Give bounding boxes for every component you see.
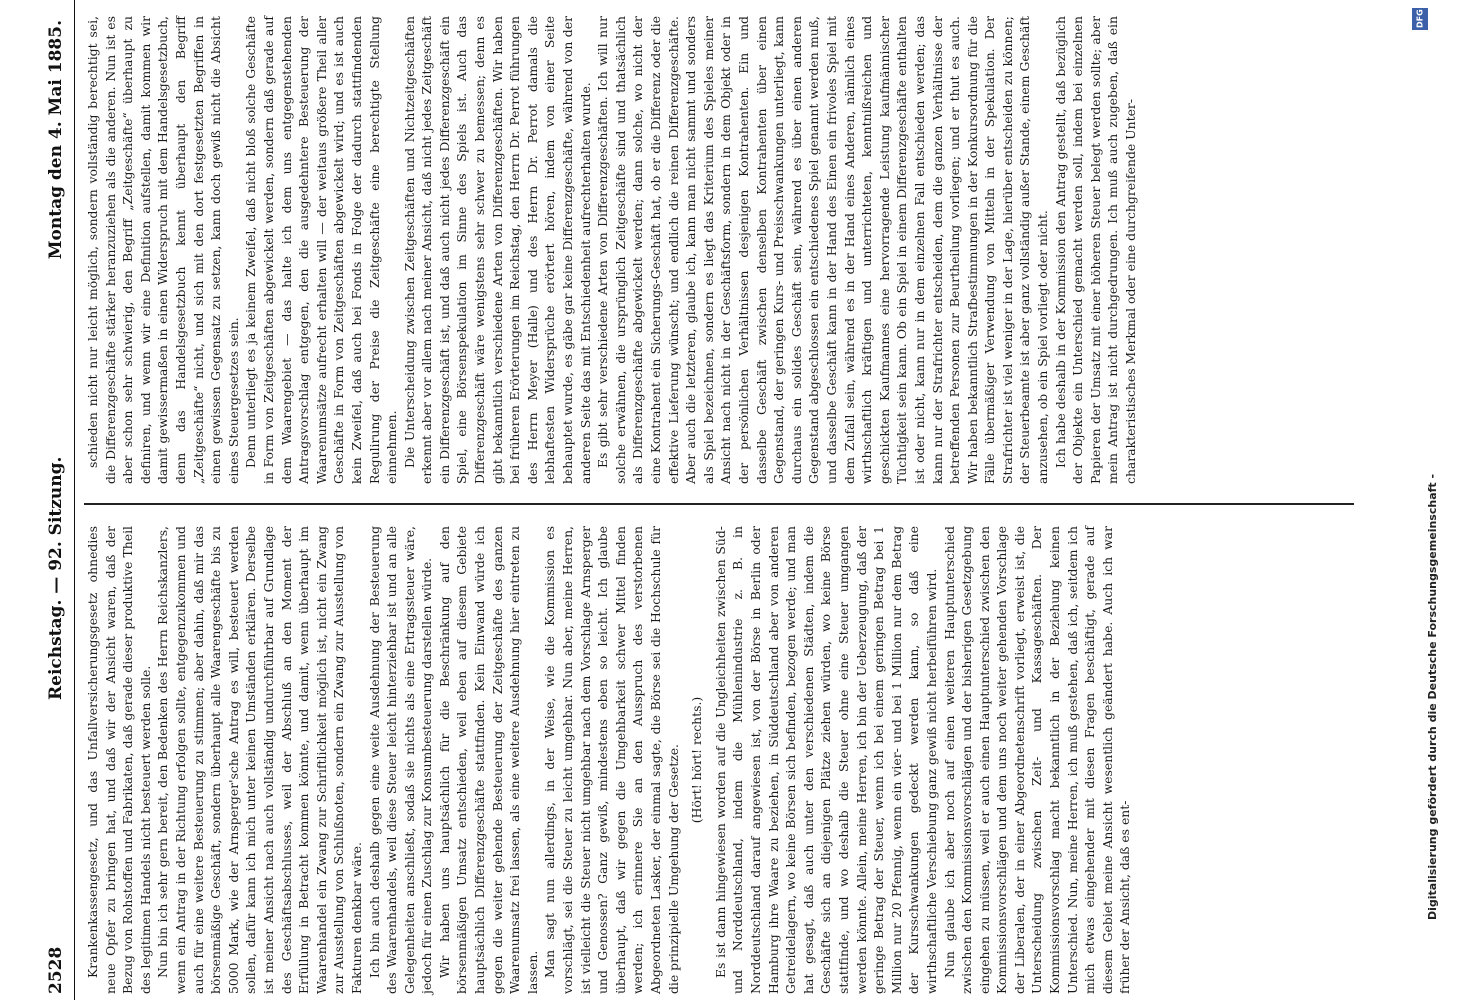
paragraph: Krankenkassengesetz, und das Unfallversicherungsgesetz ohnedies neue Opfer zu bringen hat, und daß wir der Ansicht waren, daß der Bezug von Rohstoffen und Fabrikaten, daß gerade dieser produktive Theil des legitimen Handels nicht besteuert werden solle.: [85, 526, 153, 994]
left-column: [84, 526, 1379, 994]
page-header: [40, 0, 75, 1000]
paragraph: Nun glaube ich aber noch auf einen weiteren Hauptunterschied zwischen den Kommissionsvorschlägen und der bisherigen Gesetzgebung eingehen zu müssen, weil er auch einen Hauptunterschied zwischen den Kommissionsvorschlägen und dem uns noch weiter gehenden Vorschlage der Liberalen, der in einer Abgeordnetenschrift vorliegt, erweist ist, die Unterscheidung zwischen Zeit- und Kassageschäften. Der Kommissionsvorschlag macht bekanntlich in der Beziehung keinen Unterschied. Nun, meine Herren, ich muß gestehen, daß ich, seitdem ich mich etwas eingehender mit diesen Fragen beschäftigt, gerade auf diesem Gebiet meine Ansicht wesentlich geändert habe. Auch ich war früher der Ansicht, daß es ent-: [941, 526, 1133, 994]
column-divider: [84, 504, 1354, 506]
dfg-credit: Digitalisierung gefördert durch die Deutsche Forschungsgemeinschaft -: [1426, 473, 1439, 920]
paragraph: Die Unterscheidung zwischen Zeitgeschäften und Nichtzeitgeschäften erkennt aber vor allem nach meiner Ansicht, daß nicht jedes Zeitgeschäft ein Differenzgeschäft ist, und daß auch nicht jedes Differenzgeschäft ein Spiel, eine Börsenspekulation im Sinne des Spiels ist. Auch das Differenzgeschäft wäre wenigstens sehr schwer zu bemessen; denn es gibt bekanntlich verschiedene Arten von Differenzgeschäften. Wir haben bei früheren Erörterungen im Reichstag, den Herrn Dr. Perrot führungen des Herrn Meyer (Halle) und des Herrn Dr. Perrot damals die lebhaftesten Widersprüche erörtert hören, indem von einer Seite behauptet wurde, es gäbe gar keine Differenzgeschäfte, während von der anderen Seite das mit Entschiedenheit aufrechterhalten wurde.: [401, 16, 593, 484]
right-column: [84, 16, 1379, 484]
paragraph: Wir haben uns hauptsächlich für die Beschränkung auf den börsenmäßigen Umsatz entschieden, weil eben auf diesem Gebiete hauptsächlich Differenzgeschäfte stattfinden. Kein Einwand würde ich gegen die weiter gehende Besteuerung der Zeitgeschäfte des ganzen Waarenumsatz frei lassen, als eine weitere Ausdehnung hier eintreten zu lassen.: [436, 526, 540, 994]
paragraph: Man sagt nun allerdings, in der Weise, wie die Kommission es vorschlägt, sei die Steuer zu leicht umgehbar. Nun aber, meine Herren, ist vielleicht die Steuer nicht umgehbar nach dem Vorschlage Arnsperger und Genossen? Ganz gewiß, mindestens eben so leicht. Ich glaube überhaupt, daß wir gegen die Umgehbarkeit schwer Mittel finden werden; ich erinnere Sie an den Ausspruch des verstorbenen Abgeordneten Lasker, der einmal sagte, die Börse sei die Hochschule für die prinzipielle Umgehung der Gesetze.: [542, 526, 681, 994]
dfg-logo-icon: DFG: [1412, 8, 1428, 30]
paragraph: Es gibt sehr verschiedene Arten von Differenzgeschäften. Ich will nur solche erwähnen, die ursprünglich Zeitgeschäfte sind und thatsächlich als Differenzgeschäfte abgewickelt werden; dann solche, wo nicht der eine Kontrahent ein Sicherungs-Geschäft hat, ob er die Differenz oder die effektive Lieferung wünscht; und endlich die reinen Differenzgeschäfte. Aber auch die letzteren, glaube ich, kann man nicht sammt und sonders als Spiel bezeichnen, sondern es liegt das Kriterium des Spieles meiner Ansicht nach nicht in der Geschäftsform, sondern in dem Objekt oder in der persönlichen Verhältnissen desjenigen Kontrahenten. Ein und dasselbe Geschäft zwischen denselben Kontrahenten über einen Gegenstand, der geringen Kurs- und Preisschwankungen unterliegt, kann durchaus ein solides Geschäft sein, während es über einen anderen Gegenstand abgeschlossen ein entschiedenes Spiel genannt werden muß, und dasselbe Geschäft kann in der Hand des Einen ein frivoles Spiel mit dem Zufall sein, während es in der Hand eines Anderen, nämlich eines wirthschaftlich kräftigen und unterrichteten, kenntnißreichen und geschickten Kaufmannes eine hervorragende Leistung kaufmännischer Tüchtigkeit sein kann. Ob ein Spiel in einem Differenzgeschäfte enthalten ist oder nicht, kann nur in dem einzelnen Fall entschieden werden; das kann nur der Strafrichter entscheiden, dem die ganzen Verhältnisse der betreffenden Personen zur Beurtheilung vorliegen; und er thut es auch. Wir haben bekanntlich Strafbestimmungen in der Konkursordnung für die Fälle übermäßiger Verwendung von Mitteln in der Spekulation. Der Strafrichter ist viel weniger in der Lage, hierüber entscheiden zu können; der Steuerbeamte ist aber ganz vollständig außer Stande, einem Geschäft anzusehen, ob ein Spiel vorliegt oder nicht.: [595, 16, 1051, 484]
page-number: 2528: [46, 946, 66, 994]
paragraph: Ich bin auch deshalb gegen eine weite Ausdehnung der Besteuerung des Waarenhandels, weil diese Steuer leicht hinterziehbar ist und an alle Gelegenheiten anschließt, sodaß sie nichts als eine Ertragssteuer wäre, jedoch für einen Zuschlag zur Konsumbesteuerung darstellen würde.: [366, 526, 435, 994]
paragraph: Denn unterliegt es ja keinem Zweifel, daß nicht bloß solche Geschäfte in Form von Zeitgeschäften abgewickelt werden, sondern daß gerade auf dem Waarengebiet — das halte ich dem uns entgegenstehenden Antragsvorschlag entgegen, den die ausgedehntere Besteuerung der Waarenumsätze aufrecht erhalten will — der weitaus größere Theil aller Geschäfte in Form von Zeitgeschäften abgewickelt wird; und es ist auch kein Zweifel, daß auch bei Fonds in Folge der dadurch stattfindenden Regulirung der Preise die Zeitgeschäfte eine berechtigte Stellung einnehmen.: [243, 16, 400, 484]
paragraph: Ich habe deshalb in der Kommission den Antrag gestellt, daß bezüglich der Objekte ein Unterschied gemacht werden soll, indem bei einzelnen Papieren der Umsatz mit einer höheren Steuer belegt werden sollte; aber mein Antrag ist nicht durchgedrungen. Ich muß auch zugeben, daß ein charakteristisches Merkmal oder eine durchgreifende Unter-: [1052, 16, 1139, 484]
newspaper-page: [40, 0, 1395, 1000]
digitization-footer: [1396, 0, 1439, 1000]
paragraph: Nun bin ich sehr gern bereit, den Bedenken des Herrn Reichskanzlers, wenn ein Antrag in der Richtung erfolgen sollte, entgegenzukommen und auch für eine weitere Besteuerung zu stimmen; aber dahin, daß mir das börsenmäßige Geschäft, sondern überhaupt alle Waarengeschäfte bis zu 5000 Mark, wie der Arnsperger'sche Antrag es will, besteuert werden sollen, dafür kann ich mich unter keinen Umständen erklären. Derselbe ist meiner Ansicht nach auch vollständig undurchführbar auf Grundlage des Geschäftsabschlusses, weil der Abschluß an den Moment der Erfüllung in Betracht kommen könnte, und damit, wenn überhaupt im Waarenhandel ein Zwang zur Schriftlichkeit möglich ist, nicht ein Zwang zur Ausstellung von Schlußnoten, sondern ein Zwang zur Ausstellung von Fakturen denkbar wäre.: [155, 526, 364, 994]
interjection: (Hört! hört! rechts.): [689, 696, 705, 824]
session-date: Montag den 4. Mai 1885.: [46, 20, 66, 260]
paragraph: Es ist dann hingewiesen worden auf die Ungleichheiten zwischen Süd- und Norddeutschland, indem die Mühlenindustrie z. B. in Norddeutschland darauf angewiesen ist, von der Börse in Berlin oder Hamburg ihre Waare zu beziehen, in Süddeutschland aber von anderen Getreidelagern, wo keine Börsen sich befinden, bezogen werde; und man hat gesagt, daß auch unter den verschiedenen Städten, indem die Geschäfte sich an diejenigen Plätze ziehen würden, wo keine Börse stattfinde, und wo deshalb die Steuer ohne eine Steuer umgangen werden könnte. Allein, meine Herren, ich bin der Ueberzeugung, daß der geringe Betrag der Steuer, wenn ich bei einem geringen Betrag bei 1 Million nur 20 Pfennig, wenn ein vier- und bei 1 Million nur dem Betrag der Kursschwankungen gedeckt werden kann, so daß eine wirthschaftliche Verschiebung ganz gewiß nicht herbeiführen wird.: [712, 526, 939, 994]
session-title: Reichstag. — 92. Sitzung.: [46, 456, 66, 700]
paragraph: schieden nicht nur leicht möglich, sondern vollständig berechtigt sei, die Differenzgeschäfte stärker heranzuziehen als die anderen. Nun ist es aber schon sehr schwierig, den Begriff „Zeitgeschäfte“ überhaupt zu definiren, und wenn wir eine Definition aufstellen, damit kommen wir damit gewissermaßen in einen Widerspruch mit dem Handelsgesetzbuch, denn das Handelsgesetzbuch kennt überhaupt den Begriff „Zeitgeschäfte“ nicht, und sich mit den dort festgesetzten Begriffen in einen gewissen Gegensatz zu setzen, kann doch gewiß nicht die Absicht eines Steuergesetzes sein.: [85, 16, 241, 484]
